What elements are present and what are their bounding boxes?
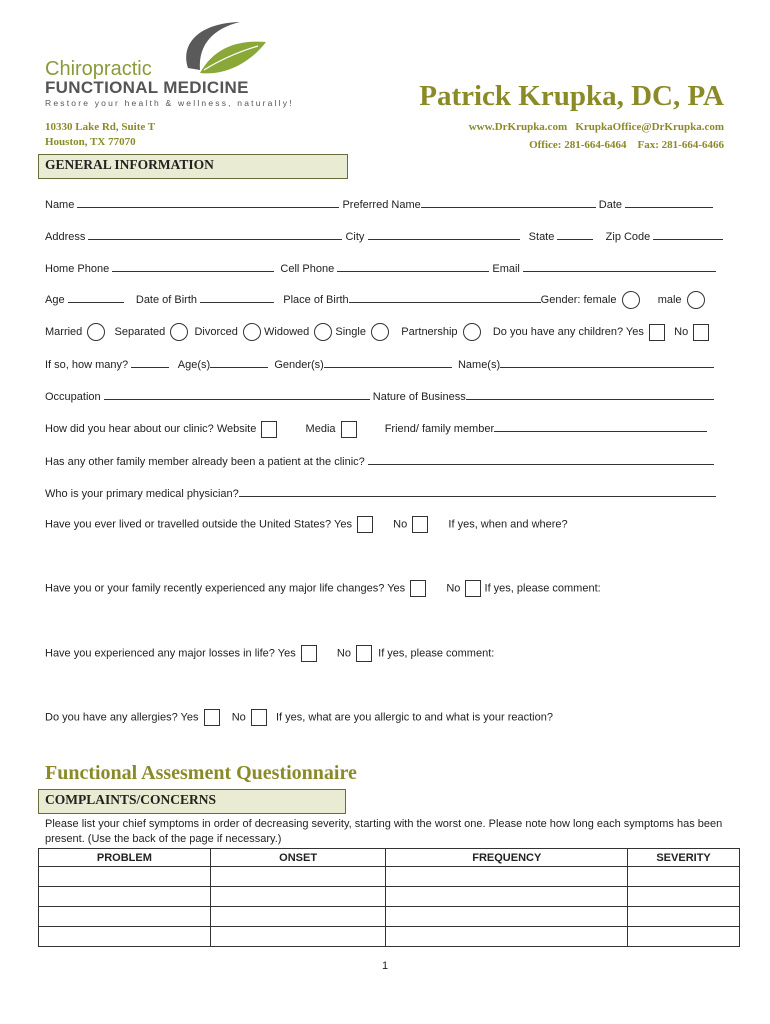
table-cell[interactable] (39, 927, 211, 947)
label-preferred-name: Preferred Name (342, 199, 421, 211)
table-cell[interactable] (39, 907, 211, 927)
single-radio[interactable] (371, 323, 389, 341)
label-zip: Zip Code (605, 231, 651, 243)
contact-phones (529, 139, 724, 151)
name-field[interactable] (77, 196, 339, 208)
table-cell[interactable] (39, 867, 211, 887)
symptoms-table (38, 848, 740, 947)
label-date: Date (598, 199, 623, 211)
label-life-changes: Have you or your family recently experienced any major life changes? Yes (45, 582, 406, 595)
married-radio[interactable] (87, 323, 105, 341)
label-children-no: No (674, 325, 689, 338)
label-genders: Gender(s) (274, 359, 324, 371)
preferred-name-field[interactable] (421, 196, 596, 208)
occupation-field[interactable] (104, 388, 370, 400)
children-yes-checkbox[interactable] (649, 324, 665, 341)
row-age (45, 291, 725, 309)
label-life-changes-no: No (446, 582, 461, 595)
label-children: Do you have any children? Yes (492, 325, 644, 338)
partnership-radio[interactable] (463, 323, 481, 341)
male-radio[interactable] (687, 291, 705, 309)
label-widowed: Widowed (264, 325, 310, 338)
label-cell-phone: Cell Phone (280, 263, 335, 275)
label-divorced: Divorced (194, 325, 238, 338)
label-travel: Have you ever lived or travelled outside the United States? Yes (45, 518, 352, 531)
row-allergies (45, 709, 725, 726)
family-patient-field[interactable] (368, 453, 714, 465)
table-cell[interactable] (628, 867, 740, 887)
label-pob: Place of Birth (283, 294, 349, 306)
zip-field[interactable] (653, 228, 723, 240)
row-phone (45, 260, 725, 275)
page-number: 1 (381, 960, 389, 972)
label-ages: Age(s) (177, 359, 211, 371)
email-field[interactable] (523, 260, 716, 272)
label-home-phone: Home Phone (45, 263, 110, 275)
label-friend: Friend/ family member (384, 423, 495, 435)
row-losses (45, 645, 725, 662)
address-street: 10330 Lake Rd, Suite T (45, 121, 156, 133)
cell-phone-field[interactable] (337, 260, 489, 272)
separated-radio[interactable] (170, 323, 188, 341)
label-married: Married (45, 325, 83, 338)
website-checkbox[interactable] (261, 421, 277, 438)
table-row (39, 907, 740, 927)
contact-web-email (469, 121, 724, 133)
table-cell[interactable] (386, 927, 628, 947)
friend-field[interactable] (494, 420, 707, 432)
divorced-radio[interactable] (243, 323, 261, 341)
label-male: male (657, 294, 682, 306)
table-row (39, 927, 740, 947)
table-cell[interactable] (210, 867, 386, 887)
media-checkbox[interactable] (341, 421, 357, 438)
table-cell[interactable] (628, 907, 740, 927)
table-cell[interactable] (386, 907, 628, 927)
complaints-instructions: Please list your chief symptoms in order of decreasing severity, starting with the worst one. Please note how long each symptoms has been present. (Use the back of the page if necessary.) (45, 818, 723, 845)
physician-field[interactable] (239, 485, 716, 497)
label-business: Nature of Business (372, 391, 466, 403)
label-travel-no: No (393, 518, 408, 531)
doctor-name: Patrick Krupka, DC, PA (419, 80, 724, 112)
home-phone-field[interactable] (112, 260, 274, 272)
travel-yes-checkbox[interactable] (357, 516, 373, 533)
logo-leaf-icon (170, 18, 270, 80)
pob-field[interactable] (349, 291, 541, 303)
state-field[interactable] (557, 228, 593, 240)
label-allergies: Do you have any allergies? Yes (45, 711, 199, 724)
address-city: Houston, TX 77070 (45, 136, 136, 148)
section-complaints-header: COMPLAINTS/CONCERNS (38, 789, 346, 814)
label-physician: Who is your primary medical physician? (45, 488, 239, 500)
label-single: Single (335, 325, 366, 338)
contact-web[interactable]: www.DrKrupka.com (468, 121, 568, 133)
row-marital (45, 323, 725, 341)
label-email: Email (492, 263, 520, 275)
label-names: Name(s) (457, 359, 501, 371)
travel-no-checkbox[interactable] (412, 516, 428, 533)
date-field[interactable] (625, 196, 713, 208)
address-field[interactable] (88, 228, 342, 240)
table-cell[interactable] (210, 927, 386, 947)
label-how-many: If so, how many? (45, 359, 129, 371)
label-name: Name (45, 199, 75, 211)
header-frequency: FREQUENCY (386, 849, 628, 867)
table-row (39, 867, 740, 887)
losses-yes-checkbox[interactable] (301, 645, 317, 662)
label-losses: Have you experienced any major losses in life? Yes (45, 647, 296, 660)
label-separated: Separated (114, 325, 166, 338)
genders-field[interactable] (324, 356, 452, 368)
label-travel-comment: If yes, when and where? (448, 518, 568, 531)
names-field[interactable] (500, 356, 714, 368)
allergies-no-checkbox[interactable] (251, 709, 267, 726)
logo-line1: Chiropractic (45, 58, 152, 80)
dob-field[interactable] (200, 291, 274, 303)
table-cell[interactable] (210, 887, 386, 907)
contact-office: Office: 281-664-6464 (529, 139, 627, 151)
header-severity: SEVERITY (628, 849, 740, 867)
label-family-patient: Has any other family member already been a patient at the clinic? (45, 456, 365, 468)
row-family-patient (45, 453, 725, 468)
ages-field[interactable] (210, 356, 268, 368)
label-age: Age (45, 294, 65, 306)
female-radio[interactable] (622, 291, 640, 309)
label-media: Media (305, 423, 336, 435)
questionnaire-title: Functional Assesment Questionnaire (45, 762, 357, 784)
allergies-yes-checkbox[interactable] (204, 709, 220, 726)
table-header-row (39, 849, 740, 867)
label-losses-no: No (336, 647, 351, 660)
row-address (45, 228, 725, 243)
label-city: City (345, 231, 365, 243)
age-field[interactable] (68, 291, 124, 303)
header-problem: PROBLEM (39, 849, 211, 867)
children-no-checkbox[interactable] (693, 324, 709, 341)
table-cell[interactable] (628, 887, 740, 907)
label-dob: Date of Birth (135, 294, 198, 306)
label-gender-female: Gender: female (540, 294, 617, 306)
table-cell[interactable] (628, 927, 740, 947)
label-partnership: Partnership (401, 325, 458, 338)
logo-tagline: Restore your health & wellness, naturally! (45, 98, 294, 108)
losses-no-checkbox[interactable] (356, 645, 372, 662)
row-physician (45, 485, 725, 500)
label-allergies-comment: If yes, what are you allergic to and what is your reaction? (275, 711, 553, 724)
table-cell[interactable] (39, 887, 211, 907)
table-cell[interactable] (210, 907, 386, 927)
life-changes-yes-checkbox[interactable] (410, 580, 426, 597)
label-address: Address (45, 231, 86, 243)
business-field[interactable] (466, 388, 714, 400)
row-referral (45, 420, 725, 438)
header-onset: ONSET (210, 849, 386, 867)
contact-fax: Fax: 281-664-6466 (637, 139, 724, 151)
contact-email[interactable]: KrupkaOffice@DrKrupka.com (575, 121, 724, 133)
label-state: State (528, 231, 555, 243)
life-changes-no-checkbox[interactable] (465, 580, 481, 597)
row-children-details (45, 356, 725, 371)
widowed-radio[interactable] (314, 323, 332, 341)
row-occupation (45, 388, 725, 403)
table-cell[interactable] (386, 867, 628, 887)
label-allergies-no: No (231, 711, 246, 724)
label-occupation: Occupation (45, 391, 101, 403)
row-travel (45, 516, 725, 533)
city-field[interactable] (368, 228, 520, 240)
logo-line2: FUNCTIONAL MEDICINE (45, 78, 249, 97)
label-hear: How did you hear about our clinic? Website (45, 423, 257, 435)
label-life-changes-comment: If yes, please comment: (484, 582, 601, 595)
row-name (45, 196, 725, 211)
section-general-header: GENERAL INFORMATION (38, 154, 348, 179)
row-life-changes (45, 580, 725, 597)
label-losses-comment: If yes, please comment: (378, 647, 495, 660)
how-many-field[interactable] (131, 356, 169, 368)
table-row (39, 887, 740, 907)
table-cell[interactable] (386, 887, 628, 907)
